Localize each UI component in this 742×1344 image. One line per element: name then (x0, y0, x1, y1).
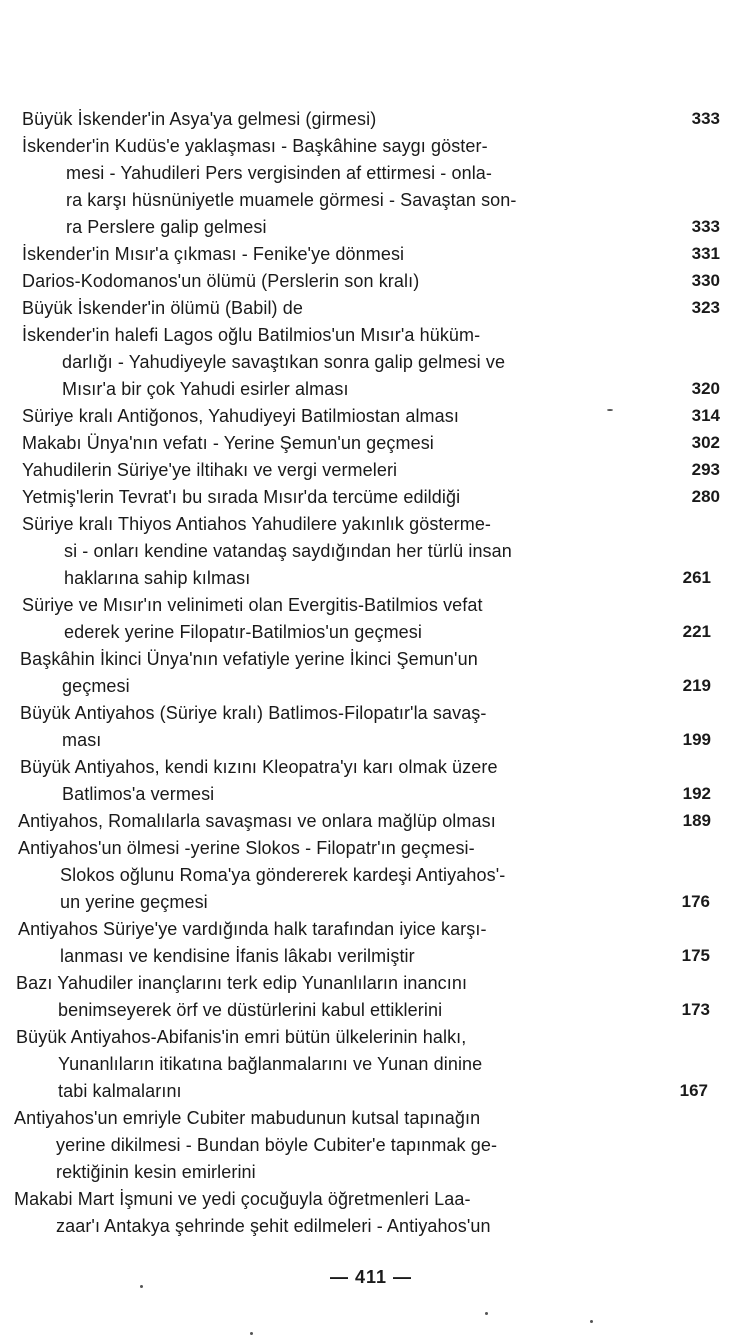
scan-speck (590, 1320, 593, 1323)
entry-line: Yahudilerin Süriye'ye iltihakı ve vergi vermeleri (22, 460, 398, 480)
entry-line: Antiyahos, Romalılarla savaşması ve onlara mağlüp olması (18, 811, 496, 831)
entry-line: mesi - Yahudileri Pers vergisinden af ettirmesi - onla- (66, 163, 493, 183)
scan-speck (250, 1332, 253, 1335)
page-number: 199 (682, 730, 711, 749)
entry-line: zaar'ı Antakya şehrinde şehit edilmeleri - Antiyahos'un (56, 1216, 491, 1236)
entry-line: Antiyahos'un ölmesi -yerine Slokos - Filopatr'ın geçmesi- (18, 838, 475, 858)
entry-line: Başkâhin İkinci Ünya'nın vefatiyle yerine İkinci Şemun'un (20, 649, 478, 669)
entry-line: Makabi Mart İşmuni ve yedi çocuğuyla öğretmenleri Laa- (14, 1189, 471, 1209)
entry-line: Büyük İskender'in Asya'ya gelmesi (girmesi) (22, 109, 377, 129)
entry-line: benimseyerek örf ve düstürlerini kabul ettiklerini (58, 1000, 443, 1020)
page-folio: — 411 — (329, 1267, 413, 1287)
entry-line: darlığı - Yahudiyeyle savaştıkan sonra galip gelmesi ve (62, 352, 506, 372)
page-number: 173 (681, 1000, 710, 1019)
entry-line: Batlimos'a vermesi (62, 784, 215, 804)
page-number: 192 (682, 784, 711, 803)
entry-line: ra Perslere galip gelmesi (66, 217, 267, 237)
page-number: 221 (682, 622, 711, 641)
page-number: 333 (691, 217, 720, 236)
page-number: 333 (691, 109, 720, 128)
entry-line: İskender'in halefi Lagos oğlu Batilmios'un Mısır'a hüküm- (22, 325, 481, 345)
page-number: 167 (679, 1081, 708, 1100)
page-number: 320 (691, 379, 720, 398)
entry-line: Mısır'a bir çok Yahudi esirler alması (62, 379, 349, 399)
entry-line: Büyük Antiyahos-Abifanis'in emri bütün ülkelerinin halkı, (16, 1027, 467, 1047)
scan-speck (607, 409, 613, 411)
page-number: 280 (691, 487, 720, 506)
entry-line: si - onları kendine vatandaş saydığından her türlü insan (64, 541, 512, 561)
entry-line: rektiğinin kesin emirlerini (56, 1162, 256, 1182)
page-number: 331 (691, 244, 720, 263)
page-number: 176 (681, 892, 710, 911)
entry-line: Bazı Yahudiler inançlarını terk edip Yunanlıların inancını (16, 973, 468, 993)
entry-line: Büyük Antiyahos, kendi kızını Kleopatra'yı karı olmak üzere (20, 757, 498, 777)
entry-line: ra karşı hüsnüniyetle muamele görmesi - Savaştan son- (66, 190, 517, 210)
entry-line: Yetmiş'lerin Tevrat'ı bu sırada Mısır'da tercüme edildiği (22, 487, 461, 507)
entry-line: İskender'in Mısır'a çıkması - Fenike'ye dönmesi (22, 244, 405, 264)
page-number: 323 (691, 298, 720, 317)
entry-line: Antiyahos Süriye'ye vardığında halk tarafından iyice karşı- (18, 919, 487, 939)
entry-line: Süriye kralı Antiğonos, Yahudiyeyi Batilmiostan alması (22, 406, 459, 426)
entry-line: un yerine geçmesi (60, 892, 208, 912)
entry-line: İskender'in Kudüs'e yaklaşması - Başkâhine saygı göster- (22, 136, 488, 156)
entry-line: Darios-Kodomanos'un ölümü (Perslerin son kralı) (22, 271, 420, 291)
scan-speck (485, 1312, 488, 1315)
entry-line: yerine dikilmesi - Bundan böyle Cubiter'e tapınmak ge- (56, 1135, 498, 1155)
page-number: 189 (682, 811, 711, 830)
entry-line: lanması ve kendisine İfanis lâkabı verilmiştir (60, 946, 415, 966)
entry-line: ederek yerine Filopatır-Batilmios'un geçmesi (64, 622, 422, 642)
entry-line: tabi kalmalarını (58, 1081, 182, 1101)
entry-line: Antiyahos'un emriyle Cubiter mabudunun kutsal tapınağın (14, 1108, 481, 1128)
entry-line: Süriye ve Mısır'ın velinimeti olan Evergitis-Batilmios vefat (22, 595, 483, 615)
entry-line: Büyük Antiyahos (Süriye kralı) Batlimos-Filopatır'la savaş- (20, 703, 487, 723)
entry-line: Yunanlıların itikatına bağlanmalarını ve Yunan dinine (58, 1054, 483, 1074)
entry-line: Makabı Ünya'nın vefatı - Yerine Şemun'un geçmesi (22, 433, 434, 453)
entry-line: Slokos oğlunu Roma'ya göndererek kardeşi Antiyahos'- (60, 865, 506, 885)
page-number: 261 (682, 568, 711, 587)
entry-line: Süriye kralı Thiyos Antiahos Yahudilere yakınlık gösterme- (22, 514, 492, 534)
scan-speck (140, 1285, 143, 1288)
page-number: 302 (691, 433, 720, 452)
page-number: 175 (681, 946, 710, 965)
page-number: 330 (691, 271, 720, 290)
page-number: 314 (691, 406, 720, 425)
page-number: 293 (691, 460, 720, 479)
entry-line: geçmesi (62, 676, 130, 696)
entry-line: haklarına sahip kılması (64, 568, 251, 588)
entry-line: ması (62, 730, 102, 750)
entry-line: Büyük İskender'in ölümü (Babil) de (22, 298, 303, 318)
page-number: 219 (682, 676, 711, 695)
